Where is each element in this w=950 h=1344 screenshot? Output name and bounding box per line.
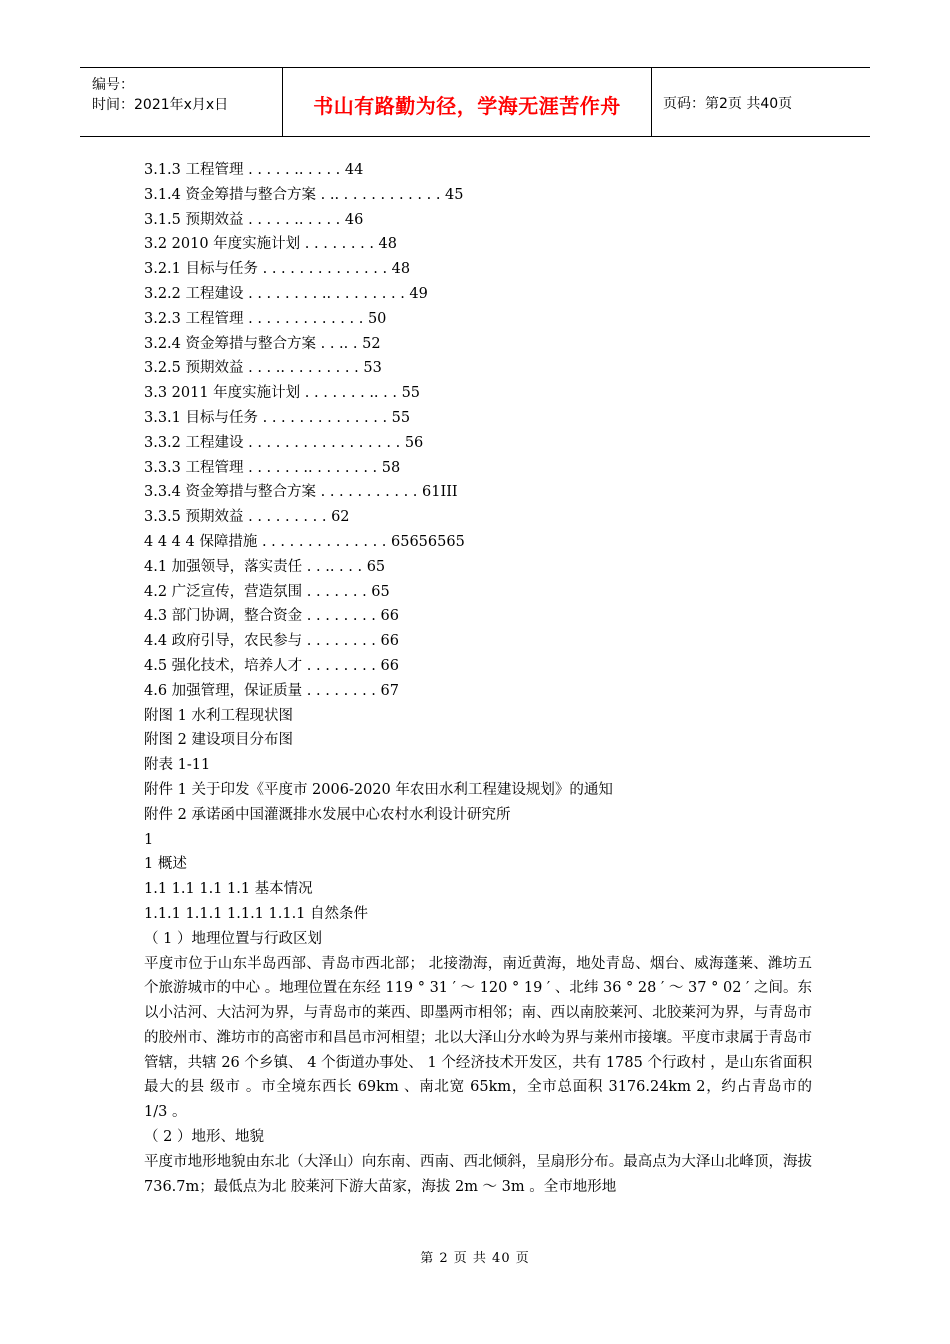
toc-entry[interactable]: 4.4 政府引导，农民参与 . . . . . . . . 66	[144, 633, 399, 650]
header-page-cell	[651, 68, 870, 136]
header-info-cell	[80, 68, 282, 136]
page-header	[80, 67, 870, 137]
toc-entry[interactable]: 4.5 强化技术，培养人才 . . . . . . . . 66	[144, 657, 399, 674]
toc-entry[interactable]: 3.2.3 工程管理 . . . . . . . . . . . . . 50	[144, 310, 387, 327]
toc-entry[interactable]: 3.2 2010 年度实施计划 . . . . . . . . 48	[144, 236, 397, 253]
toc-entry[interactable]: 3.2.4 资金筹措与整合方案 . . .. . 52	[144, 335, 381, 352]
toc-entry[interactable]: 4 4 4 4 保障措施 . . . . . . . . . . . . . . 65656565	[144, 533, 465, 550]
chapter-heading: 1 概述	[144, 856, 187, 873]
page-footer: 第 2 页 共 40 页	[420, 1251, 530, 1266]
subsection-heading: 1.1.1 1.1.1 1.1.1 1.1.1 自然条件	[144, 905, 369, 922]
toc-entry[interactable]: 3.3.4 资金筹措与整合方案 . . . . . . . . . . . 61III	[144, 484, 458, 501]
table-of-contents	[144, 158, 824, 852]
toc-entry[interactable]: 3.3.2 工程建设 . . . . . . . . . . . . . . . . . 56	[144, 434, 424, 451]
toc-entry[interactable]: 3.3.5 预期效益 . . . . . . . . . 62	[144, 509, 350, 526]
toc-entry[interactable]: 3.3.1 目标与任务 . . . . . . . . . . . . . . 55	[144, 409, 411, 426]
body-paragraph: 平度市地形地貌由东北（大泽山）向东南、西南、西北倾斜，呈扇形分布。最高点为大泽山北峰顶，海拔 736.7m；最低点为北 胶莱河下游大苗家，海拔 2m ～ 3m 。全市地形地	[144, 1153, 812, 1195]
toc-entry[interactable]: 3.2.2 工程建设 . . . . . . . . .. . . . . . . . . 49	[144, 285, 428, 302]
toc-entry[interactable]: 附图 2 建设项目分布图	[144, 732, 293, 749]
toc-entry[interactable]: 3.2.5 预期效益 . . . .. . . . . . . . . 53	[144, 360, 382, 377]
toc-entry[interactable]: 3.3 2011 年度实施计划 . . . . . . . .. . . 55	[144, 385, 421, 402]
toc-entry[interactable]: 4.1 加强领导，落实责任 . . .. . . . 65	[144, 558, 386, 575]
toc-entry[interactable]: 4.3 部门协调，整合资金 . . . . . . . . 66	[144, 608, 399, 625]
toc-entry[interactable]: 附表 1-11	[144, 757, 211, 774]
body-paragraph: 平度市位于山东半岛西部、青岛市西北部； 北接渤海，南近黄海，地处青岛、烟台、威海蓬莱、潍坊五个旅游城市的中心 。地理位置在东经 119 ° 31 ′ ～ 120 ° 19 ′ 、北纬 36 ° 28 ′ ～ 37 ° 02 ′ 之间。东以小沽河、大沽河为界，与青岛市的莱西、即墨两市相邻；南、西以南胶莱河、北胶莱河为界，与青岛市的胶州市、潍坊市的高密市和昌邑市河相望；北以大泽山分水岭为界与莱州市接壤。平度市隶属于青岛市管辖，共辖 26 个乡镇、 4 个街道办事处、 1 个经济技术开发区，共有 1785 个行政村 ，是山东省面积最大的县 级市 。市全境东西长 69km 、南北宽 65km，全市总面积 3176.24km 2，约占青岛市的 1/3 。	[144, 955, 812, 1121]
document-body	[144, 158, 824, 1199]
topic-heading: （ 1 ）地理位置与行政区划	[144, 930, 322, 947]
toc-entry[interactable]: 3.1.5 预期效益 . . . . . .. . . . . 46	[144, 211, 364, 228]
header-page-number: 页码：第2页 共40页	[663, 96, 793, 112]
toc-entry: 1	[144, 831, 154, 848]
toc-entry[interactable]: 4.6 加强管理，保证质量 . . . . . . . . 67	[144, 682, 399, 699]
document-date-label: 时间：2021年x月x日	[92, 97, 229, 113]
header-motto-cell	[282, 68, 652, 136]
toc-entry[interactable]: 3.1.4 资金筹措与整合方案 . .. . . . . . . . . . . . 45	[144, 186, 464, 203]
topic-heading: （ 2 ）地形、地貌	[144, 1129, 264, 1146]
toc-entry[interactable]: 附图 1 水利工程现状图	[144, 707, 293, 724]
toc-entry[interactable]: 3.3.3 工程管理 . . . . . . .. . . . . . . . 58	[144, 459, 401, 476]
toc-entry[interactable]: 4.2 广泛宣传，营造氛围 . . . . . . . 65	[144, 583, 390, 600]
toc-entry[interactable]: 3.1.3 工程管理 . . . . . .. . . . . 44	[144, 162, 364, 178]
toc-entry[interactable]: 附件 1 关于印发《平度市 2006-2020 年农田水利工程建设规划》的通知	[144, 781, 613, 798]
toc-entry[interactable]: 3.2.1 目标与任务 . . . . . . . . . . . . . . 48	[144, 261, 411, 278]
toc-entry[interactable]: 附件 2 承诺函中国灌溉排水发展中心农村水利设计研究所	[144, 806, 511, 823]
document-number-label: 编号：	[92, 77, 134, 93]
header-motto: 书山有路勤为径，学海无涯苦作舟	[313, 94, 621, 118]
section-heading: 1.1 1.1 1.1 1.1 基本情况	[144, 881, 313, 898]
